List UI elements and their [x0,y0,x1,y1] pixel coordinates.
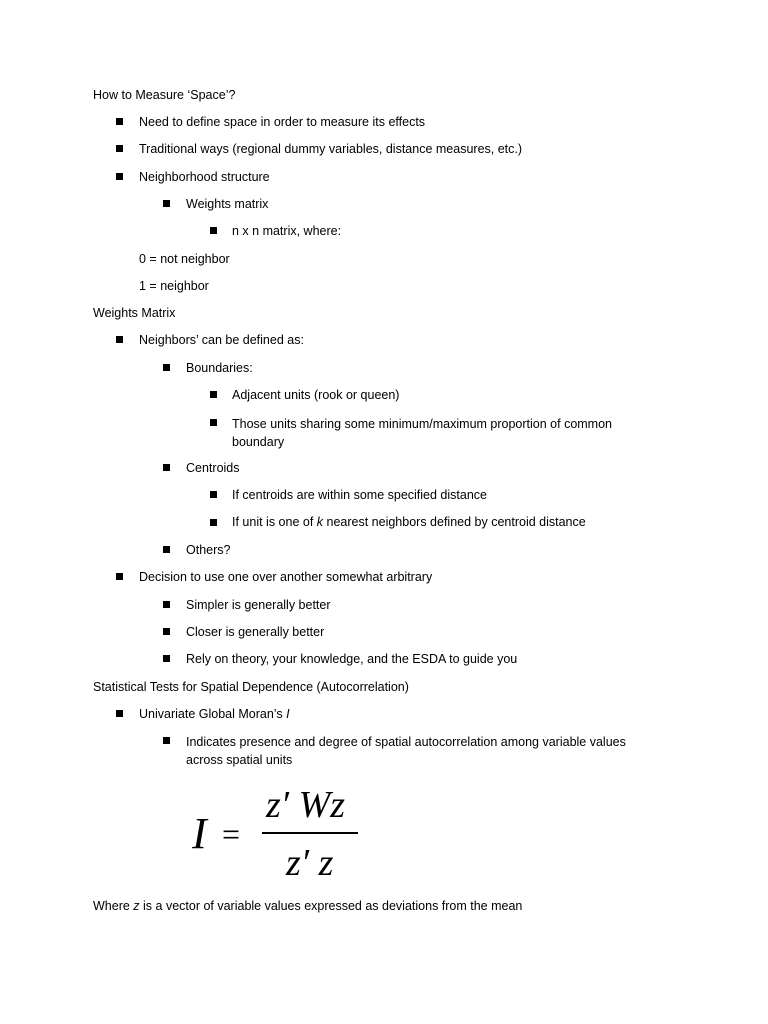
formula-denominator: z′ z [286,842,334,884]
bullet-square-icon [210,519,217,526]
formula-lhs: I [192,809,207,858]
bullet-text: Decision to use one over another somewhat arbitrary [139,570,433,584]
definition-not-neighbor: 0 = not neighbor [139,252,230,266]
bullet-text: Need to define space in order to measure its effects [139,115,426,129]
formula-numerator: z′ Wz [266,784,346,826]
bullet-square-icon [116,710,123,717]
bullet-square-icon [116,336,123,343]
bullet-square-icon [116,173,123,180]
bullet-text: Weights matrix [186,197,269,211]
bullet-square-icon [163,546,170,553]
text-span: Univariate Global Moran’s [139,707,287,721]
formula-equals: = [222,816,241,852]
bullet-text: Closer is generally better [186,625,325,639]
bullet-text: n x n matrix, where: [232,224,342,238]
bullet-text: Traditional ways (regional dummy variables, distance measures, etc.) [139,142,523,156]
bullet-square-icon [163,601,170,608]
heading-weights-matrix: Weights Matrix [93,306,176,320]
where-note [93,898,522,915]
bullet-text: Neighborhood structure [139,170,270,184]
heading-statistical-tests: Statistical Tests for Spatial Dependence (Autocorrelation) [93,680,409,694]
bullet-square-icon [210,419,217,426]
italic-z: z [133,899,140,913]
bullet-text: Rely on theory, your knowledge, and the ESDA to guide you [186,652,518,666]
bullet-square-icon [163,464,170,471]
morans-i-formula [190,782,370,892]
bullet-square-icon [163,737,170,744]
bullet-square-icon [116,573,123,580]
bullet-square-icon [163,655,170,662]
bullet-square-icon [116,118,123,125]
bullet-square-icon [210,491,217,498]
bullet-text: Boundaries: [186,361,253,375]
bullet-text: If centroids are within some specified distance [232,488,487,502]
bullet-square-icon [163,364,170,371]
bullet-square-icon [163,628,170,635]
bullet-square-icon [163,200,170,207]
bullet-text [139,706,290,723]
italic-i: I [286,707,290,721]
bullet-text [232,514,586,531]
bullet-square-icon [210,391,217,398]
bullet-text: Those units sharing some minimum/maximum proportion of common boundary [232,417,612,449]
text-span: is a vector of variable values expressed as deviations from the mean [139,899,523,913]
text-span: If unit is one of [232,515,317,529]
bullet-text: Neighbors’ can be defined as: [139,333,304,347]
bullet-text: Centroids [186,461,240,475]
formula-fraction-bar [262,832,358,834]
bullet-square-icon [116,145,123,152]
bullet-text: Indicates presence and degree of spatial autocorrelation among variable values across spatial units [186,735,626,767]
definition-neighbor: 1 = neighbor [139,279,209,293]
bullet-text: Simpler is generally better [186,598,331,612]
text-span: Where [93,899,134,913]
bullet-square-icon [210,227,217,234]
bullet-text: Others? [186,543,231,557]
text-span: nearest neighbors defined by centroid distance [323,515,586,529]
italic-k: k [316,515,324,529]
heading-measure-space: How to Measure ‘Space’? [93,88,236,102]
bullet-text: Adjacent units (rook or queen) [232,388,400,402]
